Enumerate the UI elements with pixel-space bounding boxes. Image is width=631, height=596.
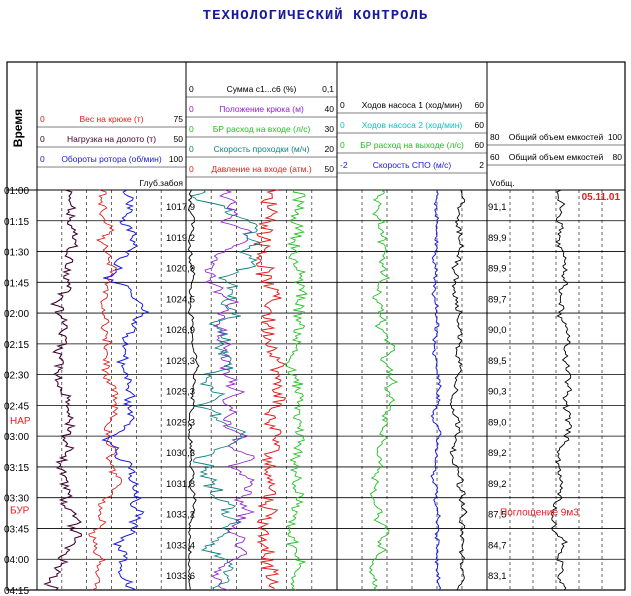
legend-min: 0 — [189, 144, 194, 154]
series-trace-pressure — [254, 190, 286, 590]
depth-value: 1017,9 — [166, 202, 196, 213]
legend-min: 0 — [340, 140, 345, 150]
time-axis-label: Время — [11, 108, 25, 148]
legend-series-name: БР расход на входе (л/с) — [212, 124, 311, 134]
legend-max: 75 — [173, 114, 183, 124]
volume-value: 89,2 — [488, 448, 507, 460]
time-tick-label: 02:30 — [4, 370, 30, 382]
legend-min: 0 — [189, 84, 194, 94]
legend-series-name: Ходов насоса 1 (ход/мин) — [361, 100, 463, 110]
volume-value: 89,9 — [488, 232, 507, 244]
legend-series-name: Ходов насоса 2 (ход/мин) — [361, 120, 463, 130]
depth-value: 1033,6 — [166, 571, 196, 583]
series-trace-volume — [551, 190, 571, 590]
legend-series-name: БР расход на выходе (л/с) — [360, 140, 464, 150]
legend-max: 60 — [474, 120, 484, 130]
time-tick-label: 03:00 — [4, 432, 30, 444]
annotation-label: БУР — [10, 505, 30, 517]
legend-series-name: Сумма с1...с6 (%) — [226, 84, 297, 94]
legend-max: 0,1 — [322, 84, 334, 94]
depth-value: 1029,3 — [166, 355, 196, 367]
legend-series-name: Вес на крюке (т) — [79, 114, 144, 124]
time-tick-label: 01:45 — [4, 278, 30, 290]
volume-value: 83,1 — [488, 571, 507, 583]
legend-min: 80 — [490, 132, 500, 142]
volume-value: 89,9 — [488, 263, 507, 275]
legend-max: 2 — [479, 160, 484, 170]
volume-value: 89,5 — [488, 355, 507, 367]
time-tick-label: 04:00 — [4, 555, 30, 567]
time-tick-label: 01:30 — [4, 247, 30, 259]
time-tick-label: 03:45 — [4, 524, 30, 536]
time-tick-label: 03:15 — [4, 462, 30, 474]
series-trace-hook-weight — [89, 190, 122, 590]
legend-max: 30 — [324, 124, 334, 134]
depth-value: 1033,2 — [166, 509, 196, 521]
legend-min: 0 — [340, 120, 345, 130]
legend-min: 0 — [40, 134, 45, 144]
legend-min: 0 — [40, 114, 45, 124]
series-trace-rotation — [103, 190, 148, 590]
depth-value: 1020,9 — [166, 263, 196, 275]
time-tick-label: 02:15 — [4, 339, 30, 351]
legend-min: 0 — [189, 124, 194, 134]
depth-value: 1030,3 — [166, 448, 196, 460]
time-tick-label: 03:30 — [4, 493, 30, 505]
series-trace-pump1 — [450, 190, 467, 590]
depth-axis-label: Глуб.забоя — [139, 178, 183, 188]
legend-min: 0 — [340, 100, 345, 110]
legend-max: 80 — [612, 152, 622, 162]
legend-min: 0 — [189, 164, 194, 174]
annotation-label: НАР — [10, 416, 31, 428]
depth-value: 1026,9 — [166, 325, 196, 337]
volume-axis-label: Vобщ. — [490, 178, 515, 188]
volume-value: 89,2 — [488, 478, 507, 490]
legend-min: 60 — [490, 152, 500, 162]
depth-value: 1024,5 — [166, 294, 196, 306]
legend-series-name: Обороты ротора (об/мин) — [61, 154, 162, 164]
time-tick-label: 01:15 — [4, 216, 30, 228]
legend-max: 20 — [324, 144, 334, 154]
time-tick-label: 02:45 — [4, 401, 30, 413]
series-trace-flow-in — [285, 190, 307, 590]
date-label: 05.11.01 — [581, 192, 620, 203]
legend-max: 100 — [168, 154, 183, 164]
legend-series-name: Общий объем емкостей — [508, 152, 604, 162]
time-tick-label: 01:00 — [4, 186, 30, 197]
depth-value: 1033,4 — [166, 540, 196, 552]
legend-series-name: Нагрузка на долото (т) — [66, 134, 157, 144]
volume-value: 90,0 — [488, 325, 507, 337]
legend-min: -2 — [340, 160, 348, 170]
legend-max: 40 — [324, 104, 334, 114]
volume-value: 87,5 — [488, 509, 507, 521]
volume-value: 89,7 — [488, 294, 507, 306]
legend-series-name: Скорость СПО (м/с) — [372, 160, 452, 170]
volume-value: 84,7 — [488, 540, 507, 552]
annotation-label: Поглощение 9м3 — [500, 507, 579, 519]
depth-value: 1029,3 — [166, 386, 196, 398]
depth-value: 1029,3 — [166, 417, 196, 429]
legend-min: 0 — [189, 104, 194, 114]
page-title: ТЕХНОЛОГИЧЕСКИЙ КОНТРОЛЬ — [202, 8, 429, 24]
legend-series-name: Положение крюка (м) — [219, 104, 304, 114]
legend-max: 50 — [324, 164, 334, 174]
legend-max: 100 — [607, 132, 622, 142]
legend-max: 50 — [173, 134, 183, 144]
legend-max: 60 — [474, 100, 484, 110]
depth-value: 1031,8 — [166, 478, 196, 490]
series-trace-hook-position — [205, 190, 254, 590]
volume-value: 89,0 — [488, 417, 507, 429]
legend-series-name: Давление на входе (атм.) — [211, 164, 312, 174]
volume-value: 90,3 — [488, 386, 507, 398]
time-tick-label: 02:00 — [4, 309, 30, 321]
series-trace-flow-out — [370, 190, 398, 590]
legend-max: 60 — [474, 140, 484, 150]
depth-value: 1019,2 — [166, 232, 196, 244]
legend-min: 0 — [40, 154, 45, 164]
time-tick-label: 04:15 — [4, 586, 30, 596]
volume-value: 91,1 — [488, 202, 507, 213]
series-trace-load — [45, 190, 82, 590]
legend-series-name: Общий объем емкостей — [508, 132, 604, 142]
legend-series-name: Скорость проходки (м/ч) — [213, 144, 310, 154]
series-trace-trip-speed — [431, 190, 441, 590]
